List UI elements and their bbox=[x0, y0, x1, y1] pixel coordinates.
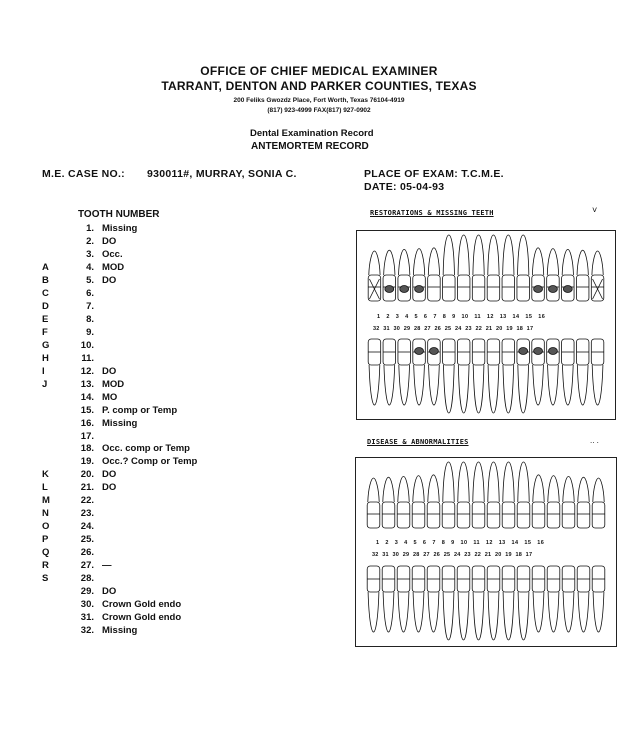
lower-tooth-numbers: 32 31 30 29 28 27 26 25 24 23 22 21 20 19 18 17 bbox=[373, 326, 534, 332]
exam-date: DATE: 05-04-93 bbox=[364, 181, 445, 193]
tooth-number: 21. bbox=[80, 482, 94, 494]
primary-tooth-letter: D bbox=[42, 300, 49, 312]
tooth-finding: DO bbox=[102, 586, 117, 598]
primary-tooth-letter: K bbox=[42, 469, 49, 481]
primary-tooth-letter: E bbox=[42, 313, 49, 325]
tooth-finding: Occ. bbox=[102, 248, 123, 260]
tooth-number-header: TOOTH NUMBER bbox=[78, 209, 160, 220]
tooth-number: 10. bbox=[80, 339, 94, 351]
tooth-number: 14. bbox=[80, 391, 94, 403]
tooth-number: 3. bbox=[86, 248, 94, 260]
record-subtitle: ANTEMORTEM RECORD bbox=[251, 141, 369, 152]
restorations-teeth-drawing bbox=[357, 231, 615, 419]
primary-tooth-letter: A bbox=[42, 261, 49, 273]
counties-title: TARRANT, DENTON AND PARKER COUNTIES, TEXAS bbox=[161, 79, 477, 93]
tooth-number: 4. bbox=[86, 261, 94, 273]
primary-tooth-letter: G bbox=[42, 339, 50, 351]
primary-tooth-letter: M bbox=[42, 495, 50, 507]
tooth-number: 13. bbox=[80, 378, 94, 390]
mark-icon: ˅ bbox=[592, 205, 598, 215]
tooth-number: 15. bbox=[80, 404, 94, 416]
primary-tooth-letter: O bbox=[42, 521, 50, 533]
tooth-number: 17. bbox=[80, 430, 94, 442]
tooth-number: 5. bbox=[86, 274, 94, 286]
tooth-finding: DO bbox=[102, 274, 117, 286]
restorations-chart bbox=[356, 230, 616, 420]
tooth-finding: DO bbox=[102, 365, 117, 377]
tooth-number: 32. bbox=[80, 625, 94, 637]
tooth-number: 29. bbox=[80, 586, 94, 598]
tooth-number: 12. bbox=[80, 365, 94, 377]
dots-mark: .. . bbox=[590, 436, 599, 445]
place-of-exam: PLACE OF EXAM: T.C.M.E. bbox=[364, 168, 504, 180]
tooth-finding: MOD bbox=[102, 378, 125, 390]
primary-tooth-letter: Q bbox=[42, 547, 50, 559]
tooth-number: 24. bbox=[80, 521, 94, 533]
tooth-finding: Occ.? Comp or Temp bbox=[102, 456, 198, 468]
tooth-finding: DO bbox=[102, 482, 117, 494]
tooth-number: 28. bbox=[80, 573, 94, 585]
primary-tooth-letter: I bbox=[42, 365, 45, 377]
tooth-number: 2. bbox=[86, 235, 94, 247]
tooth-number: 19. bbox=[80, 456, 94, 468]
tooth-number: 20. bbox=[80, 469, 94, 481]
tooth-finding: — bbox=[102, 560, 112, 572]
tooth-number: 1. bbox=[86, 223, 94, 234]
tooth-number: 27. bbox=[80, 560, 94, 572]
tooth-finding: Missing bbox=[102, 223, 138, 234]
office-title: OFFICE OF CHIEF MEDICAL EXAMINER bbox=[200, 64, 438, 78]
tooth-number: 8. bbox=[86, 313, 94, 325]
disease-chart bbox=[355, 457, 617, 647]
tooth-number: 7. bbox=[86, 300, 94, 312]
primary-tooth-letter: C bbox=[42, 287, 49, 299]
primary-tooth-letter: N bbox=[42, 508, 49, 520]
tooth-number: 25. bbox=[80, 534, 94, 546]
tooth-finding: MO bbox=[102, 391, 118, 403]
address-line: 200 Feliks Gwozdz Place, Fort Worth, Texas 76104-4919 bbox=[233, 97, 405, 104]
tooth-number: 18. bbox=[80, 443, 94, 455]
tooth-number: 6. bbox=[86, 287, 94, 299]
phone-line: (817) 923-4999 FAX(817) 927-0902 bbox=[267, 107, 371, 114]
primary-tooth-letter: J bbox=[42, 378, 48, 390]
disease-title: DISEASE & ABNORMALITIES bbox=[367, 438, 469, 446]
tooth-number: 9. bbox=[86, 326, 94, 338]
primary-tooth-letter: P bbox=[42, 534, 49, 546]
tooth-finding: DO bbox=[102, 235, 117, 247]
tooth-finding: Missing bbox=[102, 417, 138, 429]
upper-tooth-numbers: 1 2 3 4 5 6 7 8 9 10 11 12 13 14 15 16 bbox=[377, 314, 546, 320]
primary-tooth-letter: F bbox=[42, 326, 48, 338]
tooth-number: 23. bbox=[80, 508, 94, 520]
tooth-number: 31. bbox=[80, 612, 94, 624]
primary-tooth-letter: R bbox=[42, 560, 49, 572]
tooth-finding: Crown Gold endo bbox=[102, 612, 182, 624]
tooth-number: 22. bbox=[80, 495, 94, 507]
case-number-value: 930011#, MURRAY, SONIA C. bbox=[147, 168, 297, 180]
tooth-finding: Crown Gold endo bbox=[102, 599, 182, 611]
tooth-number: 26. bbox=[80, 547, 94, 559]
primary-tooth-letter: S bbox=[42, 573, 49, 585]
tooth-number: 30. bbox=[80, 599, 94, 611]
tooth-finding: Occ. comp or Temp bbox=[102, 443, 190, 455]
primary-tooth-letter: H bbox=[42, 352, 49, 364]
record-title: Dental Examination Record bbox=[250, 128, 374, 139]
tooth-finding: Missing bbox=[102, 625, 138, 637]
tooth-finding: P. comp or Temp bbox=[102, 404, 178, 416]
tooth-number: 16. bbox=[80, 417, 94, 429]
primary-tooth-letter: L bbox=[42, 482, 48, 494]
primary-tooth-letter: B bbox=[42, 274, 49, 286]
tooth-finding: MOD bbox=[102, 261, 125, 273]
tooth-finding: DO bbox=[102, 469, 117, 481]
restorations-title: RESTORATIONS & MISSING TEETH bbox=[370, 209, 494, 217]
case-number-label: M.E. CASE NO.: bbox=[42, 168, 125, 180]
lower-tooth-numbers-2: 32 31 30 29 28 27 26 25 24 23 22 21 20 19 18 17 bbox=[372, 552, 533, 558]
tooth-number: 11. bbox=[81, 352, 94, 364]
upper-tooth-numbers-2: 1 2 3 4 5 6 7 8 9 10 11 12 13 14 15 16 bbox=[376, 540, 545, 546]
